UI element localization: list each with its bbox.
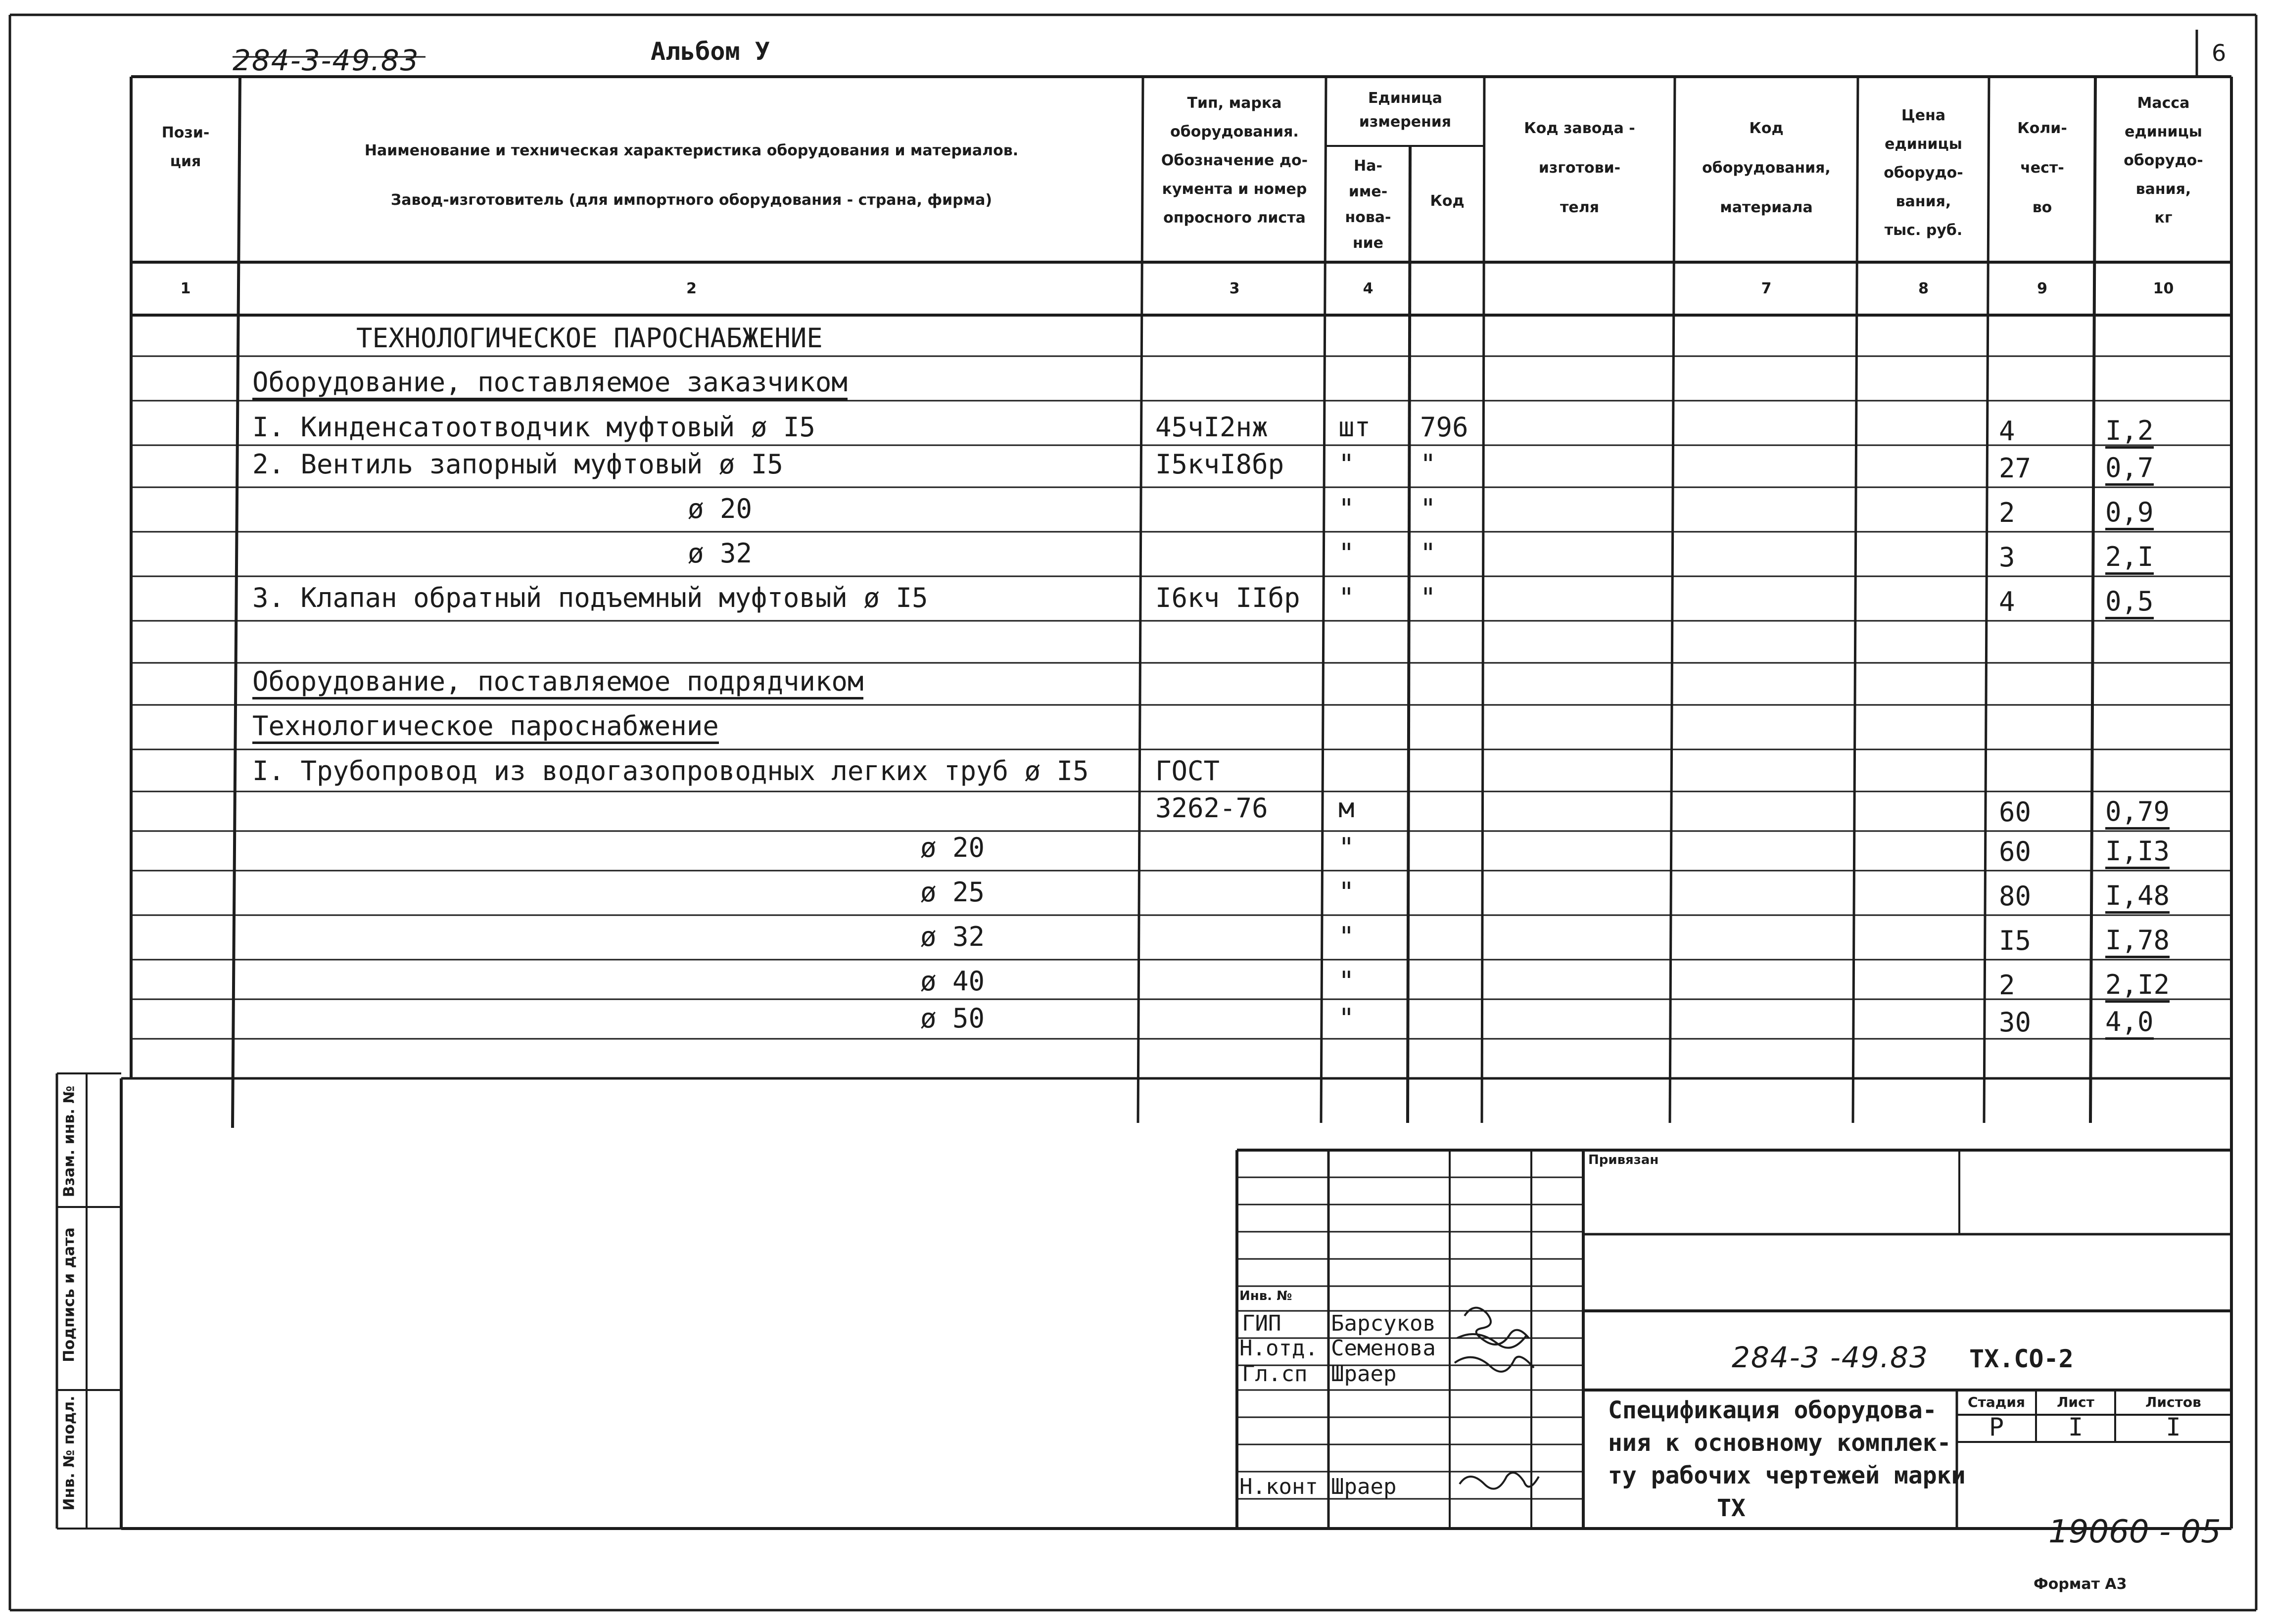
header-text: Тип, марка bbox=[1187, 94, 1282, 112]
row-name: 2. Вентиль запорный муфтовый ø I5 bbox=[252, 449, 783, 480]
row-type: ГОСТ bbox=[1155, 755, 1220, 787]
header-text: На- bbox=[1354, 157, 1382, 175]
row-type: 3262-76 bbox=[1155, 792, 1268, 824]
format-label: Формат А3 bbox=[2034, 1576, 2127, 1593]
row-name: I. Трубопровод из водогазопроводных легких труб ø I5 bbox=[252, 755, 1089, 787]
name-1: Барсуков bbox=[1331, 1311, 1436, 1336]
header-text: кг bbox=[2154, 209, 2173, 227]
row-type: I5кчI8бр bbox=[1155, 449, 1284, 480]
row-unit-code: " bbox=[1420, 449, 1436, 480]
row-mass: I,48 bbox=[2105, 881, 2170, 914]
row-unit: " bbox=[1338, 1003, 1355, 1034]
row-name: Оборудование, поставляемое подрядчиком bbox=[252, 666, 863, 699]
row-name: ø 20 bbox=[920, 832, 985, 863]
column-number: 1 bbox=[180, 280, 191, 297]
role-6: Н.конт bbox=[1239, 1474, 1318, 1499]
header-text: кумента и номер bbox=[1162, 181, 1307, 198]
column-number: 3 bbox=[1229, 280, 1240, 297]
name-6: Шраер bbox=[1331, 1474, 1397, 1499]
row-name: ø 32 bbox=[920, 921, 985, 952]
stamp-signature-date: Подпись и дата bbox=[60, 1227, 78, 1362]
header-text: измерения bbox=[1359, 113, 1452, 131]
row-name: ø 32 bbox=[688, 538, 753, 569]
row-quantity: 4 bbox=[1999, 416, 2015, 447]
header-text: ние bbox=[1352, 234, 1384, 252]
row-mass: 0,5 bbox=[2105, 586, 2154, 619]
row-quantity: 2 bbox=[1999, 970, 2015, 1001]
row-name: ø 25 bbox=[920, 877, 985, 908]
row-mass: 2,I2 bbox=[2105, 970, 2170, 1003]
row-unit-code: " bbox=[1420, 493, 1436, 524]
row-quantity: 27 bbox=[1999, 453, 2032, 484]
header-text: опросного листа bbox=[1163, 209, 1306, 227]
row-unit: " bbox=[1338, 538, 1355, 569]
header-text: теля bbox=[1560, 199, 1599, 216]
row-mass: 2,I bbox=[2105, 542, 2154, 575]
row-quantity: 2 bbox=[1999, 497, 2015, 528]
header-text: Наименование и техническая характеристика оборудования и материалов. bbox=[364, 142, 1019, 159]
stage-value: Р bbox=[1989, 1413, 2004, 1441]
row-unit: " bbox=[1338, 921, 1355, 952]
title-description bbox=[1608, 1394, 1965, 1525]
row-unit-code: " bbox=[1420, 538, 1436, 569]
header-text: единицы bbox=[1885, 136, 1962, 153]
row-quantity: I5 bbox=[1999, 925, 2032, 956]
row-quantity: 30 bbox=[1999, 1007, 2032, 1038]
column-number: 2 bbox=[686, 280, 697, 297]
title-doc-code: 284-3 -49.83 bbox=[1732, 1341, 1929, 1374]
row-name: Технологическое пароснабжение bbox=[252, 711, 719, 744]
stage-label: Стадия bbox=[1968, 1394, 2025, 1410]
header-text: Код завода - bbox=[1524, 120, 1635, 137]
header-text: Обозначение до- bbox=[1161, 152, 1308, 169]
row-mass: I,2 bbox=[2105, 416, 2154, 449]
title-mark: ТХ.СО-2 bbox=[1969, 1345, 2074, 1373]
doc-code-handwritten: 284-3-49.83 bbox=[233, 44, 420, 77]
row-unit: " bbox=[1338, 832, 1355, 863]
header-text: вания, bbox=[1895, 193, 1951, 210]
header-text: оборудования, bbox=[1702, 159, 1831, 177]
row-name: Оборудование, поставляемое заказчиком bbox=[252, 367, 848, 400]
description-line: Спецификация оборудова- bbox=[1608, 1396, 1937, 1424]
header-text: материала bbox=[1720, 199, 1813, 216]
header-text: вания, bbox=[2135, 181, 2191, 198]
header-text: тыс. руб. bbox=[1884, 222, 1963, 239]
row-name: ø 40 bbox=[920, 966, 985, 997]
row-name: 3. Клапан обратный подъемный муфтовый ø I5 bbox=[252, 582, 928, 613]
sheets-value: I bbox=[2166, 1413, 2181, 1441]
row-name: I. Кинденсатоотводчик муфтовый ø I5 bbox=[252, 412, 815, 443]
row-quantity: 4 bbox=[1999, 586, 2015, 617]
header-text: оборудо- bbox=[2124, 152, 2203, 169]
row-unit: " bbox=[1338, 449, 1355, 480]
row-type: I6кч IIбр bbox=[1155, 582, 1300, 613]
column-number: 10 bbox=[2153, 280, 2174, 297]
row-mass: 4,0 bbox=[2105, 1007, 2154, 1040]
role-3: Гл.сп bbox=[1242, 1361, 1308, 1387]
row-name: ø 20 bbox=[688, 493, 753, 524]
sheets-label: Листов bbox=[2145, 1394, 2201, 1410]
row-unit-code: 796 bbox=[1420, 412, 1468, 443]
row-quantity: 3 bbox=[1999, 542, 2015, 573]
row-unit: " bbox=[1338, 582, 1355, 613]
header-text: во bbox=[2032, 199, 2052, 216]
row-name: ТЕХНОЛОГИЧЕСКОЕ ПАРОСНАБЖЕНИЕ bbox=[356, 323, 823, 354]
privyazan-label: Привязан bbox=[1588, 1153, 1659, 1167]
description-line: ТХ bbox=[1717, 1494, 1746, 1522]
header-text: Единица bbox=[1368, 90, 1442, 107]
column-number: 4 bbox=[1363, 280, 1373, 297]
column-number: 7 bbox=[1761, 280, 1772, 297]
header-text: нова- bbox=[1345, 209, 1391, 226]
row-name: ø 50 bbox=[920, 1003, 985, 1034]
role-2: Н.отд. bbox=[1239, 1336, 1318, 1361]
row-mass: I,I3 bbox=[2105, 836, 2170, 869]
row-unit: " bbox=[1338, 493, 1355, 524]
header-text: Завод-изготовитель (для импортного оборудования - страна, фирма) bbox=[390, 191, 993, 209]
row-unit: " bbox=[1338, 966, 1355, 997]
header-text: чест- bbox=[2020, 159, 2064, 177]
row-mass: 0,9 bbox=[2105, 497, 2154, 530]
header-text: Масса bbox=[2137, 94, 2190, 112]
row-mass: 0,79 bbox=[2105, 796, 2170, 830]
row-unit: " bbox=[1338, 877, 1355, 908]
header-text: Цена bbox=[1901, 107, 1946, 124]
row-unit-code: " bbox=[1420, 582, 1436, 613]
header-text: единицы bbox=[2125, 123, 2202, 140]
row-mass: I,78 bbox=[2105, 925, 2170, 958]
header-text: оборудо- bbox=[1884, 164, 1963, 182]
header-text: изготови- bbox=[1538, 159, 1621, 177]
stamp-inv-podl: Инв. № подл. bbox=[60, 1395, 78, 1511]
row-quantity: 60 bbox=[1999, 796, 2032, 828]
header-unit-code: Код bbox=[1430, 192, 1465, 210]
header-text: оборудования. bbox=[1170, 123, 1299, 140]
header-text: Код bbox=[1749, 120, 1784, 137]
header-text: Коли- bbox=[2017, 120, 2067, 137]
role-1: ГИП bbox=[1242, 1311, 1281, 1336]
stamp-vzam-inv: Взам. инв. № bbox=[60, 1085, 78, 1198]
description-line: ния к основному комплек- bbox=[1608, 1429, 1951, 1457]
sheet-label: Лист bbox=[2057, 1394, 2094, 1410]
row-quantity: 80 bbox=[1999, 881, 2032, 912]
row-unit: м bbox=[1338, 792, 1355, 824]
row-quantity: 60 bbox=[1999, 836, 2032, 867]
album-label: Альбом У bbox=[651, 37, 770, 66]
name-2: Семенова bbox=[1331, 1336, 1436, 1361]
row-type: 45чI2нж bbox=[1155, 412, 1268, 443]
header-text: Пози- bbox=[161, 124, 210, 141]
description-line: ту рабочих чертежей марки bbox=[1608, 1462, 1966, 1489]
column-number: 9 bbox=[2037, 280, 2047, 297]
sheet-number: 6 bbox=[2212, 40, 2226, 66]
inv-no-label: Инв. № bbox=[1239, 1289, 1292, 1303]
inventory-number: 19060 - 05 bbox=[2048, 1514, 2221, 1550]
column-number: 8 bbox=[1918, 280, 1929, 297]
header-text: ция bbox=[170, 153, 201, 170]
header-text: име- bbox=[1348, 183, 1388, 200]
row-unit: шт bbox=[1338, 412, 1371, 443]
sheet-value: I bbox=[2068, 1413, 2084, 1441]
name-3: Шраер bbox=[1331, 1361, 1397, 1387]
row-mass: 0,7 bbox=[2105, 453, 2154, 486]
